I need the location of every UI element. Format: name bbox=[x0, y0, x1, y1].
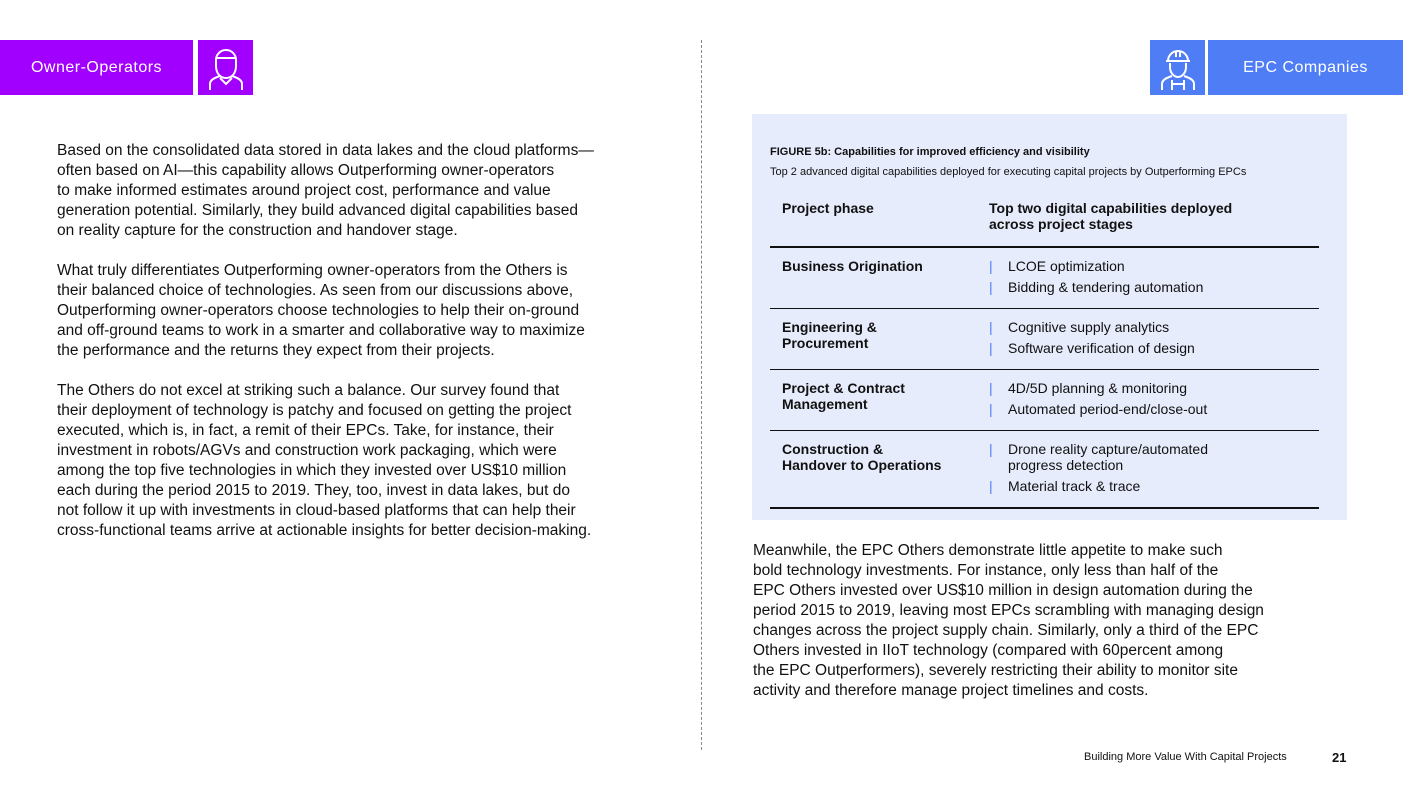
capability-text bbox=[1008, 319, 1169, 335]
phase-line: Handover to Operations bbox=[782, 457, 942, 473]
capabilities-table bbox=[770, 196, 1319, 509]
figure-5b bbox=[752, 114, 1347, 520]
text-line: the EPC Outperformers), severely restricting their ability to monitor site bbox=[753, 662, 1238, 679]
capabilities-cell bbox=[977, 370, 1319, 431]
text-line: activity and therefore manage project timelines and costs. bbox=[753, 682, 1149, 699]
phase-line: Project & Contract bbox=[782, 380, 905, 396]
text-line: changes across the project supply chain. Similarly, only a third of the EPC bbox=[753, 622, 1259, 639]
text-line: period 2015 to 2019, leaving most EPCs scrambling with managing design bbox=[753, 602, 1264, 619]
column-header-capabilities bbox=[977, 196, 1319, 247]
phase-line: Management bbox=[782, 396, 868, 412]
capability-item bbox=[989, 279, 1307, 295]
epc-companies-tag bbox=[1208, 40, 1403, 95]
footer-title: Building More Value With Capital Projects bbox=[1084, 751, 1287, 763]
capability-item bbox=[989, 319, 1307, 335]
construction-worker-icon bbox=[1150, 40, 1205, 95]
table-row bbox=[770, 309, 1319, 370]
text-line: their deployment of technology is patchy and focused on getting the project bbox=[57, 402, 572, 419]
epc-companies-label: EPC Companies bbox=[1243, 58, 1368, 76]
text-line: EPC Others invested over US$10 million in design automation during the bbox=[753, 582, 1253, 599]
phase-cell bbox=[770, 370, 977, 431]
capability-line: Material track & trace bbox=[1008, 478, 1141, 494]
text-line: on reality capture for the construction and handover stage. bbox=[57, 222, 458, 239]
paragraph bbox=[57, 381, 591, 541]
text-line: The Others do not excel at striking such a balance. Our survey found that bbox=[57, 382, 560, 399]
text-line: Outperforming owner-operators choose technologies to help their on-ground bbox=[57, 302, 580, 319]
paragraph bbox=[57, 141, 594, 241]
header-line: Top two digital capabilities deployed bbox=[989, 200, 1233, 216]
capability-item bbox=[989, 380, 1307, 396]
capability-line: LCOE optimization bbox=[1008, 258, 1125, 274]
capability-line: Automated period-end/close-out bbox=[1008, 401, 1208, 417]
capability-text bbox=[1008, 258, 1125, 274]
bullet-bar: | bbox=[989, 279, 993, 295]
owner-operators-tag bbox=[0, 40, 193, 95]
text-line: generation potential. Similarly, they build advanced digital capabilities based bbox=[57, 202, 579, 219]
capability-item bbox=[989, 478, 1307, 494]
phase-line: Procurement bbox=[782, 335, 869, 351]
phase-line: Engineering & bbox=[782, 319, 877, 335]
text-line: Based on the consolidated data stored in data lakes and the cloud platforms— bbox=[57, 142, 594, 159]
text-line: among the top five technologies in which they invested over US$10 million bbox=[57, 462, 567, 479]
capability-item bbox=[989, 258, 1307, 274]
capability-text bbox=[1008, 279, 1203, 295]
capabilities-cell bbox=[977, 247, 1319, 309]
table-row bbox=[770, 247, 1319, 309]
bullet-bar: | bbox=[989, 441, 993, 457]
text-line: often based on AI—this capability allows Outperforming owner-operators bbox=[57, 162, 555, 179]
column-header-phase: Project phase bbox=[770, 196, 977, 247]
paragraph bbox=[57, 261, 585, 361]
phase-cell bbox=[770, 431, 977, 509]
capability-text bbox=[1008, 478, 1140, 494]
capability-item bbox=[989, 340, 1307, 356]
phase-cell bbox=[770, 309, 977, 370]
text-line: Meanwhile, the EPC Others demonstrate little appetite to make such bbox=[753, 542, 1223, 559]
capability-line: progress detection bbox=[1008, 457, 1124, 473]
capabilities-cell bbox=[977, 431, 1319, 509]
text-line: bold technology investments. For instance, only less than half of the bbox=[753, 562, 1219, 579]
capability-line: Bidding & tendering automation bbox=[1008, 279, 1204, 295]
capability-text bbox=[1008, 441, 1208, 473]
bullet-bar: | bbox=[989, 380, 993, 396]
bullet-bar: | bbox=[989, 478, 993, 494]
capability-line: 4D/5D planning & monitoring bbox=[1008, 380, 1187, 396]
capability-item bbox=[989, 401, 1307, 417]
figure-title: FIGURE 5b: Capabilities for improved efficiency and visibility bbox=[770, 146, 1090, 158]
paragraph bbox=[753, 541, 1264, 701]
phase-line: Business Origination bbox=[782, 258, 923, 274]
bullet-bar: | bbox=[989, 401, 993, 417]
text-line: to make informed estimates around project cost, performance and value bbox=[57, 182, 551, 199]
table-row bbox=[770, 431, 1319, 509]
text-line: the performance and the returns they expect from their projects. bbox=[57, 342, 495, 359]
text-line: Others invested in IIoT technology (compared with 60percent among bbox=[753, 642, 1224, 659]
bullet-bar: | bbox=[989, 340, 993, 356]
figure-subtitle: Top 2 advanced digital capabilities deployed for executing capital projects by Outperforming EPCs bbox=[770, 166, 1247, 178]
person-icon bbox=[198, 40, 253, 95]
text-line: investment in robots/AGVs and construction work packaging, which were bbox=[57, 442, 557, 459]
phase-cell bbox=[770, 247, 977, 309]
page-number: 21 bbox=[1332, 750, 1347, 765]
capability-text bbox=[1008, 340, 1195, 356]
bullet-bar: | bbox=[989, 319, 993, 335]
text-line: What truly differentiates Outperforming owner-operators from the Others is bbox=[57, 262, 568, 279]
text-line: executed, which is, in fact, a remit of their EPCs. Take, for instance, their bbox=[57, 422, 554, 439]
capability-line: Drone reality capture/automated bbox=[1008, 441, 1208, 457]
capability-text bbox=[1008, 380, 1187, 396]
header-line: across project stages bbox=[989, 216, 1133, 232]
capabilities-cell bbox=[977, 309, 1319, 370]
bullet-bar: | bbox=[989, 258, 993, 274]
text-line: not follow it up with investments in cloud-based platforms that can help their bbox=[57, 502, 576, 519]
text-line: cross-functional teams arrive at actionable insights for better decision-making. bbox=[57, 522, 592, 539]
capability-line: Software verification of design bbox=[1008, 340, 1195, 356]
text-line: their balanced choice of technologies. As seen from our discussions above, bbox=[57, 282, 574, 299]
capability-item bbox=[989, 441, 1307, 473]
capability-line: Cognitive supply analytics bbox=[1008, 319, 1170, 335]
phase-line: Construction & bbox=[782, 441, 884, 457]
text-line: and off-ground teams to work in a smarter and collaborative way to maximize bbox=[57, 322, 585, 339]
table-row bbox=[770, 370, 1319, 431]
column-divider bbox=[701, 40, 702, 750]
owner-operators-label: Owner-Operators bbox=[30, 58, 163, 76]
text-line: each during the period 2015 to 2019. They, too, invest in data lakes, but do bbox=[57, 482, 571, 499]
capability-text bbox=[1008, 401, 1207, 417]
